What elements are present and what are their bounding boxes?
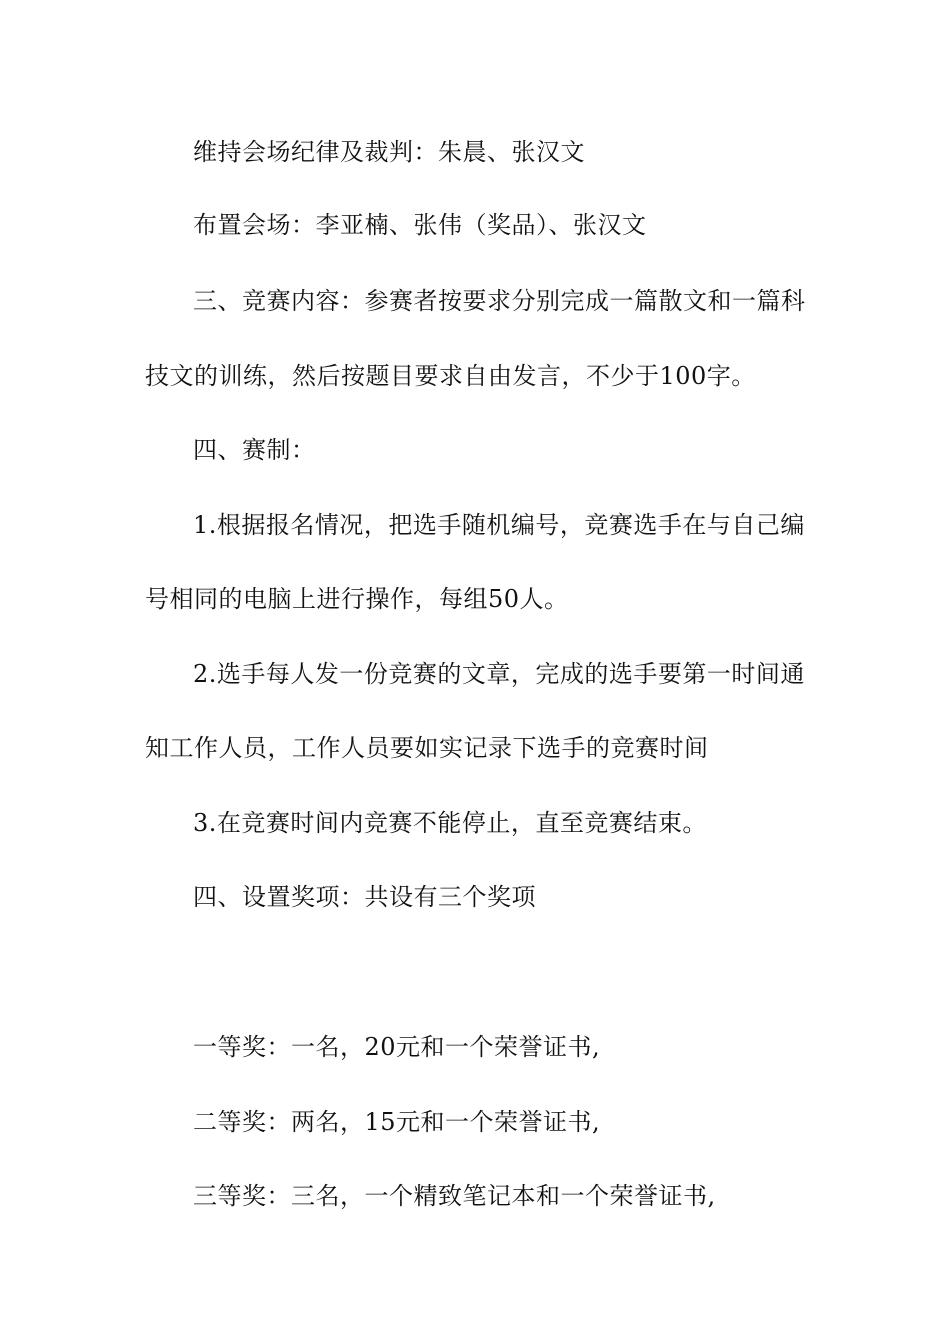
award-third-prize: 三等奖：三名，一个精致笔记本和一个荣誉证书,	[193, 1182, 716, 1210]
paragraph-staff-discipline: 维持会场纪律及裁判：朱晨、张汉文	[193, 138, 585, 166]
rule-item-1: 1.根据报名情况，把选手随机编号，竞赛选手在与自己编	[193, 511, 805, 539]
section-awards-heading: 四、设置奖项：共设有三个奖项	[193, 883, 536, 911]
award-second-prize: 二等奖：两名，15元和一个荣誉证书,	[193, 1108, 601, 1136]
rule-item-1-continued: 号相同的电脑上进行操作，每组50人。	[145, 585, 569, 613]
rule-item-2-continued: 知工作人员，工作人员要如实记录下选手的竞赛时间	[145, 734, 709, 762]
section-rules-heading: 四、赛制：	[193, 436, 316, 464]
paragraph-staff-venue: 布置会场：李亚楠、张伟（奖品）、张汉文	[193, 211, 647, 239]
award-first-prize: 一等奖：一名，20元和一个荣誉证书,	[193, 1033, 601, 1061]
section-competition-content: 三、竞赛内容：参赛者按要求分别完成一篇散文和一篇科	[193, 287, 806, 315]
section-competition-content-continued: 技文的训练，然后按题目要求自由发言，不少于100字。	[145, 362, 756, 390]
rule-item-2: 2.选手每人发一份竞赛的文章，完成的选手要第一时间通	[193, 660, 805, 688]
rule-item-3: 3.在竞赛时间内竞赛不能停止，直至竞赛结束。	[193, 809, 707, 837]
